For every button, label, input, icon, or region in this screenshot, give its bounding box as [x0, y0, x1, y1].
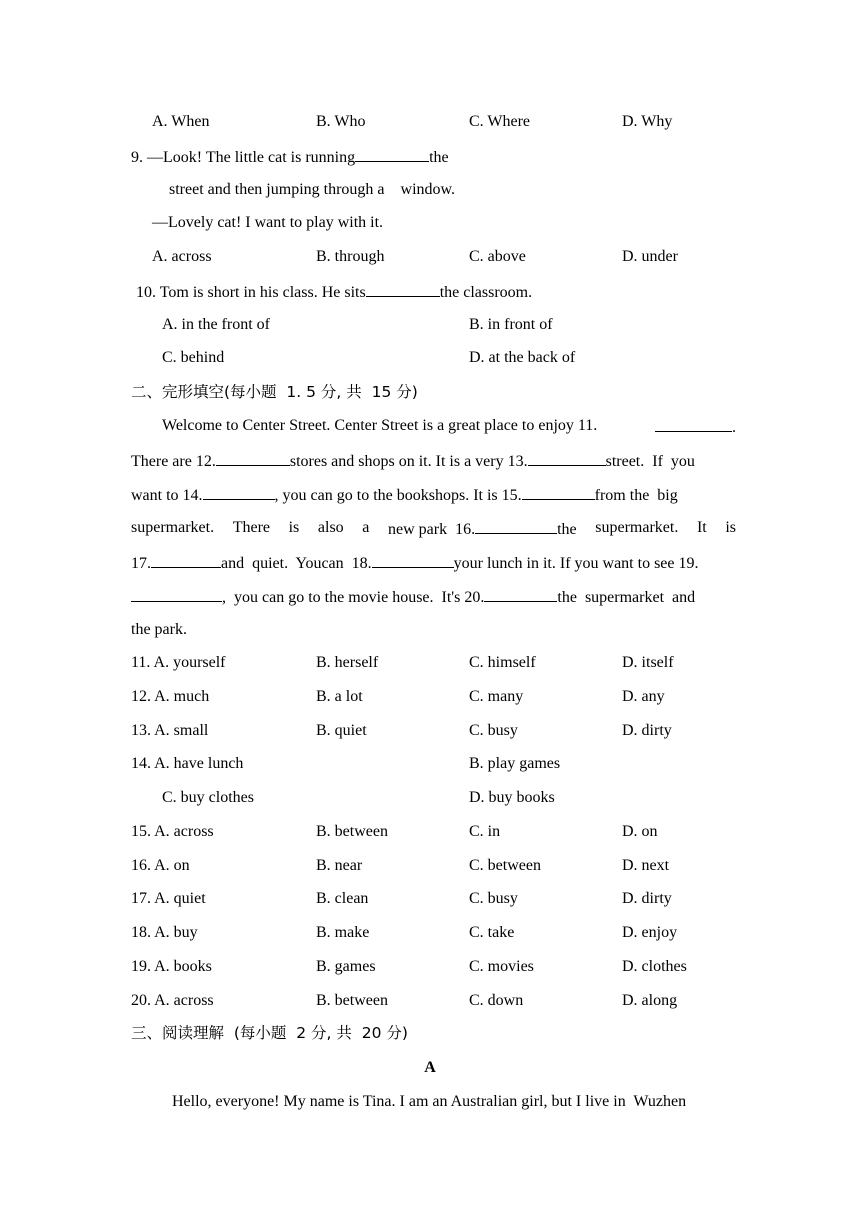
q18-option-a: 18. A. buy	[131, 924, 198, 941]
passage-text: and quiet. Youcan 18.	[221, 555, 372, 572]
passage-text: .	[732, 419, 736, 436]
cloze-passage-line-1	[162, 416, 736, 438]
passage-text: the	[557, 521, 577, 538]
passage-text: is	[725, 519, 736, 536]
q10-stem	[136, 281, 532, 303]
q15-option-b: B. between	[316, 823, 388, 840]
passage-text: street. If you	[605, 453, 695, 470]
q9-option-c: C. above	[469, 248, 526, 265]
passage-segment	[131, 450, 695, 472]
q20-option-d: D. along	[622, 992, 678, 1009]
q15-option-d: D. on	[622, 823, 658, 840]
passage-text: is	[288, 519, 300, 536]
passage-text: new park 16.	[388, 521, 476, 538]
q10-option-c: C. behind	[162, 349, 225, 366]
cloze-passage-line-2	[131, 450, 736, 472]
q13-option-c: C. busy	[469, 722, 518, 739]
q20-option-b: B. between	[316, 992, 388, 1009]
q16-option-d: D. next	[622, 857, 670, 874]
q9-stem-end: the	[429, 149, 449, 166]
q17-option-d: D. dirty	[622, 890, 672, 907]
passage-text: There	[232, 519, 270, 536]
q18-option-d: D. enjoy	[622, 924, 678, 941]
passage-text: There are 12.	[131, 453, 216, 470]
q9-stem-text: 9. —Look! The little cat is running	[131, 149, 356, 166]
q12-option-d: D. any	[622, 688, 665, 705]
q18-option-c: C. take	[469, 924, 515, 941]
reading-passage-first-line: Hello, everyone! My name is Tina. I am an Australian girl, but I live in Wuzhen	[172, 1093, 687, 1110]
q19-option-d: D. clothes	[622, 958, 687, 975]
q19-option-a: 19. A. books	[131, 958, 212, 975]
passage-text: , you can go to the movie house. It's 20.	[222, 589, 485, 606]
q12-option-b: B. a lot	[316, 688, 363, 705]
answer-blank	[151, 552, 221, 568]
q14-option-a: 14. A. have lunch	[131, 755, 244, 772]
answer-blank	[131, 586, 222, 602]
q8-option-a: A. When	[152, 113, 210, 130]
section-2-title: 二、完形填空(每小题 1. 5 分, 共 15 分)	[131, 383, 418, 401]
answer-blank	[522, 484, 595, 500]
q19-option-c: C. movies	[469, 958, 534, 975]
q8-option-b: B. Who	[316, 113, 366, 130]
section-3-title: 三、阅读理解 (每小题 2 分, 共 20 分)	[131, 1024, 408, 1042]
answer-blank	[655, 416, 732, 432]
passage-segment	[131, 484, 678, 506]
q14-option-d: D. buy books	[469, 789, 555, 806]
q13-option-b: B. quiet	[316, 722, 367, 739]
q11-option-b: B. herself	[316, 654, 379, 671]
q20-option-c: C. down	[469, 992, 524, 1009]
q9-option-b: B. through	[316, 248, 385, 265]
q13-option-d: D. dirty	[622, 722, 672, 739]
passage-blank-11	[655, 416, 736, 438]
passage-text: Welcome to Center Street. Center Street is a great place to enjoy 11.	[162, 417, 598, 434]
q10-stem-end: the classroom.	[439, 284, 533, 301]
answer-blank	[355, 146, 429, 162]
q16-option-a: 16. A. on	[131, 857, 190, 874]
q17-option-a: 17. A. quiet	[131, 890, 206, 907]
answer-blank	[528, 450, 606, 466]
passage-text: from the big	[594, 487, 678, 504]
answer-blank	[484, 586, 557, 602]
q9-line2: street and then jumping through a window.	[169, 181, 456, 198]
q18-option-b: B. make	[316, 924, 370, 941]
answer-blank	[366, 281, 440, 297]
passage-segment	[131, 552, 699, 574]
answer-blank	[475, 518, 557, 534]
cloze-passage-line-4	[131, 518, 736, 540]
q17-option-b: B. clean	[316, 890, 369, 907]
cloze-passage-line-7: the park.	[131, 621, 187, 638]
passage-segment	[388, 518, 577, 540]
passage-text: supermarket.	[595, 519, 679, 536]
q11-option-c: C. himself	[469, 654, 536, 671]
q17-option-c: C. busy	[469, 890, 518, 907]
q16-option-c: C. between	[469, 857, 541, 874]
q10-option-b: B. in front of	[469, 316, 553, 333]
q9-option-a: A. across	[152, 248, 212, 265]
passage-text: , you can go to the bookshops. It is 15.	[274, 487, 522, 504]
q20-option-a: 20. A. across	[131, 992, 214, 1009]
q10-option-d: D. at the back of	[469, 349, 576, 366]
passage-text: want to 14.	[131, 487, 203, 504]
q9-stem	[131, 146, 449, 168]
q16-option-b: B. near	[316, 857, 363, 874]
q10-option-a: A. in the front of	[162, 316, 270, 333]
q15-option-c: C. in	[469, 823, 501, 840]
q11-option-a: 11. A. yourself	[131, 654, 226, 671]
q8-option-c: C. Where	[469, 113, 531, 130]
q11-option-d: D. itself	[622, 654, 674, 671]
cloze-passage-line-5	[131, 552, 736, 574]
q19-option-b: B. games	[316, 958, 376, 975]
q8-option-d: D. Why	[622, 113, 673, 130]
q12-option-c: C. many	[469, 688, 524, 705]
cloze-passage-line-6	[131, 586, 736, 608]
q10-stem-text: 10. Tom is short in his class. He sits	[136, 284, 366, 301]
q12-option-a: 12. A. much	[131, 688, 210, 705]
passage-text: the supermarket and	[557, 589, 696, 606]
passage-text: It	[696, 519, 707, 536]
q13-option-a: 13. A. small	[131, 722, 209, 739]
q15-option-a: 15. A. across	[131, 823, 214, 840]
q9-option-d: D. under	[622, 248, 678, 265]
q14-option-c: C. buy clothes	[162, 789, 254, 806]
passage-text: 17.	[131, 555, 151, 572]
answer-blank	[372, 552, 454, 568]
q14-option-b: B. play games	[469, 755, 561, 772]
passage-text: a	[362, 519, 370, 536]
answer-blank	[216, 450, 290, 466]
answer-blank	[203, 484, 275, 500]
passage-segment	[131, 586, 695, 608]
passage-text: supermarket.	[131, 519, 215, 536]
passage-label: A	[424, 1059, 436, 1076]
passage-text: also	[317, 519, 344, 536]
passage-text: stores and shops on it. It is a very 13.	[289, 453, 528, 470]
passage-text: your lunch in it. If you want to see 19.	[453, 555, 699, 572]
q9-reply: —Lovely cat! I want to play with it.	[152, 214, 384, 231]
cloze-passage-line-3	[131, 484, 736, 506]
